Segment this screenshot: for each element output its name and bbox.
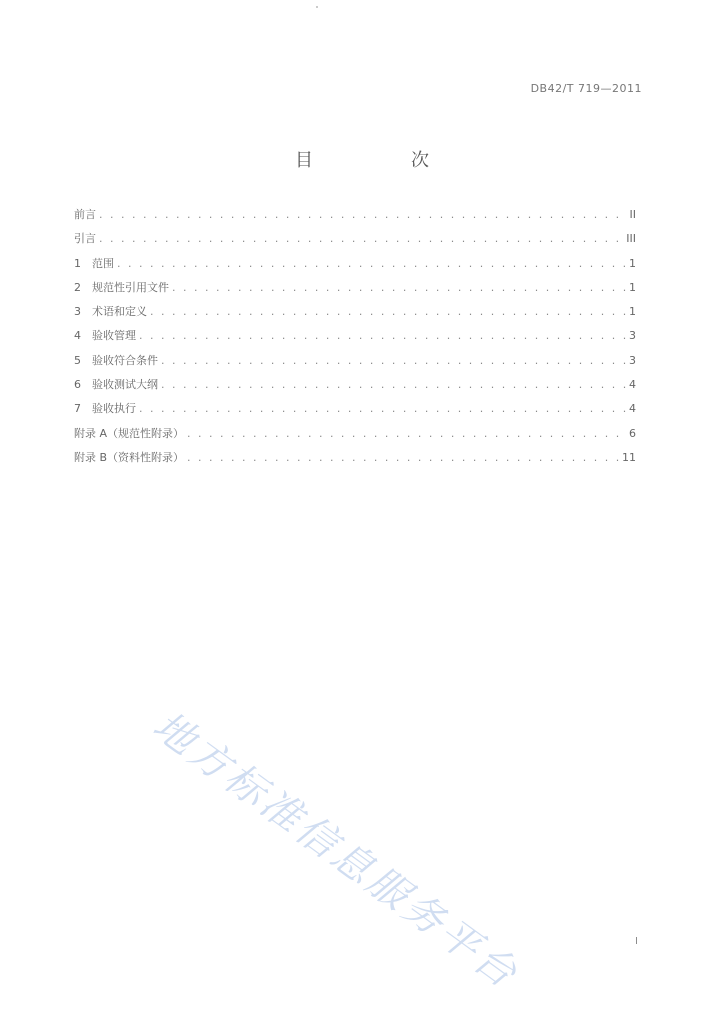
toc-entry[interactable] bbox=[74, 352, 636, 376]
toc-dot-leader bbox=[139, 329, 626, 342]
toc-entry[interactable] bbox=[74, 230, 636, 254]
toc-entry-page: 3 bbox=[629, 329, 636, 343]
watermark-text: 地方标准信息服务平台 bbox=[144, 702, 528, 999]
table-of-contents bbox=[74, 206, 636, 473]
toc-entry-page: II bbox=[629, 208, 636, 221]
document-code: DB42/T 719—2011 bbox=[530, 82, 642, 95]
toc-entry-label: 3 术语和定义 bbox=[74, 305, 147, 319]
toc-entry[interactable] bbox=[74, 303, 636, 327]
toc-entry-label: 4 验收管理 bbox=[74, 329, 136, 343]
scan-speck bbox=[316, 6, 318, 8]
toc-entry-label: 7 验收执行 bbox=[74, 402, 136, 416]
toc-dot-leader bbox=[150, 305, 626, 318]
toc-entry-label: 1 范围 bbox=[74, 256, 114, 270]
toc-dot-leader bbox=[139, 402, 626, 415]
toc-dot-leader bbox=[161, 378, 626, 391]
toc-dot-leader bbox=[99, 208, 627, 221]
toc-dot-leader bbox=[172, 281, 626, 294]
toc-entry-page: 4 bbox=[629, 402, 636, 416]
page-title: 目 次 bbox=[295, 150, 469, 171]
toc-entry-page: 1 bbox=[629, 256, 636, 270]
toc-dot-leader bbox=[99, 232, 623, 245]
toc-entry-page: 6 bbox=[629, 426, 636, 440]
toc-entry[interactable] bbox=[74, 449, 636, 473]
toc-entry-label: 2 规范性引用文件 bbox=[74, 280, 169, 294]
toc-entry[interactable] bbox=[74, 279, 636, 303]
toc-entry-label: 附录 A（规范性附录） bbox=[74, 426, 185, 440]
toc-entry[interactable] bbox=[74, 376, 636, 400]
toc-entry[interactable] bbox=[74, 425, 636, 449]
toc-entry[interactable] bbox=[74, 400, 636, 424]
toc-entry[interactable] bbox=[74, 327, 636, 351]
toc-dot-leader bbox=[187, 451, 619, 464]
toc-entry-page: 11 bbox=[622, 450, 636, 464]
toc-entry-page: 4 bbox=[629, 378, 636, 392]
toc-entry-page: 1 bbox=[629, 305, 636, 319]
page-number: I bbox=[635, 936, 638, 947]
toc-dot-leader bbox=[117, 257, 626, 270]
toc-entry-label: 6 验收测试大纲 bbox=[74, 378, 158, 392]
toc-entry-page: 1 bbox=[629, 280, 636, 294]
toc-dot-leader bbox=[161, 354, 626, 367]
toc-entry-label: 5 验收符合条件 bbox=[74, 353, 158, 367]
toc-entry[interactable] bbox=[74, 255, 636, 279]
toc-dot-leader bbox=[187, 427, 626, 440]
toc-entry-label: 引言 bbox=[74, 232, 96, 246]
toc-entry-label: 附录 B（资料性附录） bbox=[74, 450, 185, 464]
toc-entry[interactable] bbox=[74, 206, 636, 230]
toc-entry-label: 前言 bbox=[74, 208, 96, 221]
toc-entry-page: 3 bbox=[629, 353, 636, 367]
toc-entry-page: III bbox=[626, 232, 636, 246]
